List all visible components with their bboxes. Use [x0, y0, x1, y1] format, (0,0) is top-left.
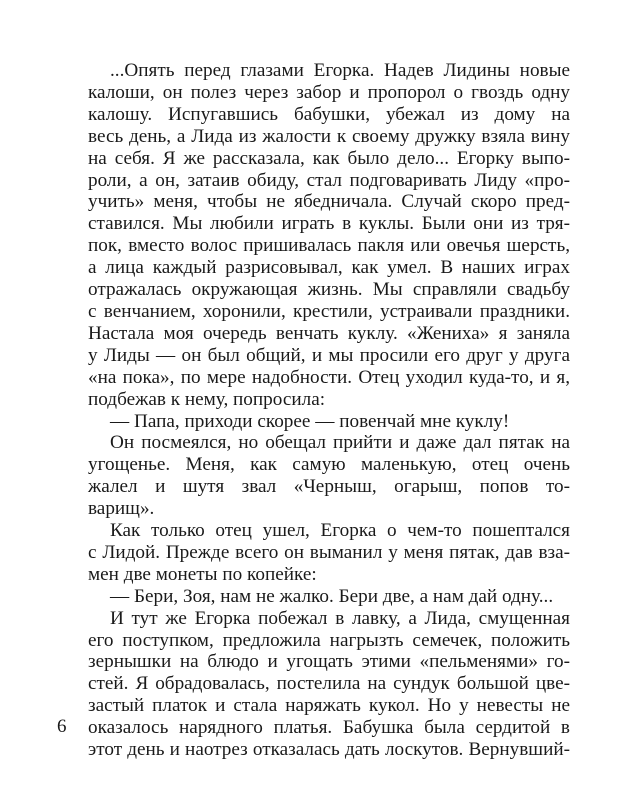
- text-line: Он посмеялся, но обещал прийти и даже дал пятак на: [110, 432, 570, 454]
- text-line: а лица каждый разрисовывал, как умел. В наших играх: [88, 257, 570, 279]
- text-line: ...Опять перед глазами Егорка. Надев Лидины новые: [110, 60, 570, 81]
- text-line: с Лидой. Прежде всего он выманил у меня пятак, дав вза-: [88, 541, 570, 563]
- text-line: И тут же Егорка побежал в лавку, а Лида, смущенная: [110, 607, 570, 629]
- text-line: пок, вместо волос пришивалась пакля или овечья шерсть,: [88, 235, 570, 257]
- text-line: Настала моя очередь венчать куклу. «Жениха» я заняла: [88, 322, 570, 344]
- page-number: 6: [57, 716, 67, 737]
- text-line: застый платок и стала наряжать кукол. Но у невесты не: [88, 695, 570, 717]
- text-line: жалел и шутя звал «Черныш, огарыш, попов то-: [88, 476, 570, 498]
- text-line: «на пока», по мере надобности. Отец уходил куда-то, и я,: [88, 366, 570, 388]
- text-line: отражалась окружающая жизнь. Мы справляли свадьбу: [88, 279, 570, 301]
- text-block: [88, 60, 570, 761]
- page-body: [88, 60, 570, 761]
- text-line: ставился. Мы любили играть в куклы. Были они из тря-: [88, 213, 570, 235]
- text-line: варищ».: [88, 498, 155, 520]
- text-line: на себя. Я же рассказала, как было дело... Егорку выпо-: [88, 147, 570, 169]
- text-line: этот день и наотрез отказалась дать лоскутов. Вернувший-: [88, 739, 570, 761]
- paragraph-4: [88, 520, 570, 586]
- text-line: Как только отец ушел, Егорка о чем-то пошептался: [110, 520, 570, 542]
- paragraph-2: [88, 411, 570, 433]
- paragraph-1: [88, 60, 570, 411]
- text-line: весь день, а Лида из жалости к своему дружку взяла вину: [88, 125, 570, 147]
- text-line: с венчанием, хоронили, крестили, устраивали праздники.: [88, 300, 570, 322]
- text-line: оказалось нарядного платья. Бабушка была сердитой в: [88, 717, 570, 739]
- text-line: угощенье. Меня, как самую маленькую, отец очень: [88, 454, 570, 476]
- text-line: калошу. Испугавшись бабушки, убежал из дому на: [88, 103, 570, 125]
- text-line: подбежав к нему, попросила:: [88, 388, 326, 410]
- paragraph-5: [88, 586, 570, 608]
- text-line: учить» меня, чтобы не ябедничала. Случай скоро пред-: [88, 191, 570, 213]
- text-line: — Бери, Зоя, нам не жалко. Бери две, а нам дай одну...: [110, 585, 554, 607]
- paragraph-3: [88, 432, 570, 520]
- text-line: у Лиды — он был общий, и мы просили его друг у друга: [88, 344, 570, 366]
- text-line: зернышки на блюдо и угощать этими «пельменями» го-: [88, 651, 570, 673]
- text-line: его поступком, предложила нагрызть семечек, положить: [88, 629, 570, 651]
- text-line: — Папа, приходи скорее — повенчай мне куклу!: [110, 410, 510, 432]
- text-line: калоши, он полез через забор и пропорол о гвоздь одну: [88, 81, 570, 103]
- text-line: мен две монеты по копейке:: [88, 563, 317, 585]
- text-line: стей. Я обрадовалась, постелила на сундук большой цве-: [88, 673, 570, 695]
- text-line: роли, а он, затаив обиду, стал подговаривать Лиду «про-: [88, 169, 570, 191]
- paragraph-6: [88, 608, 570, 761]
